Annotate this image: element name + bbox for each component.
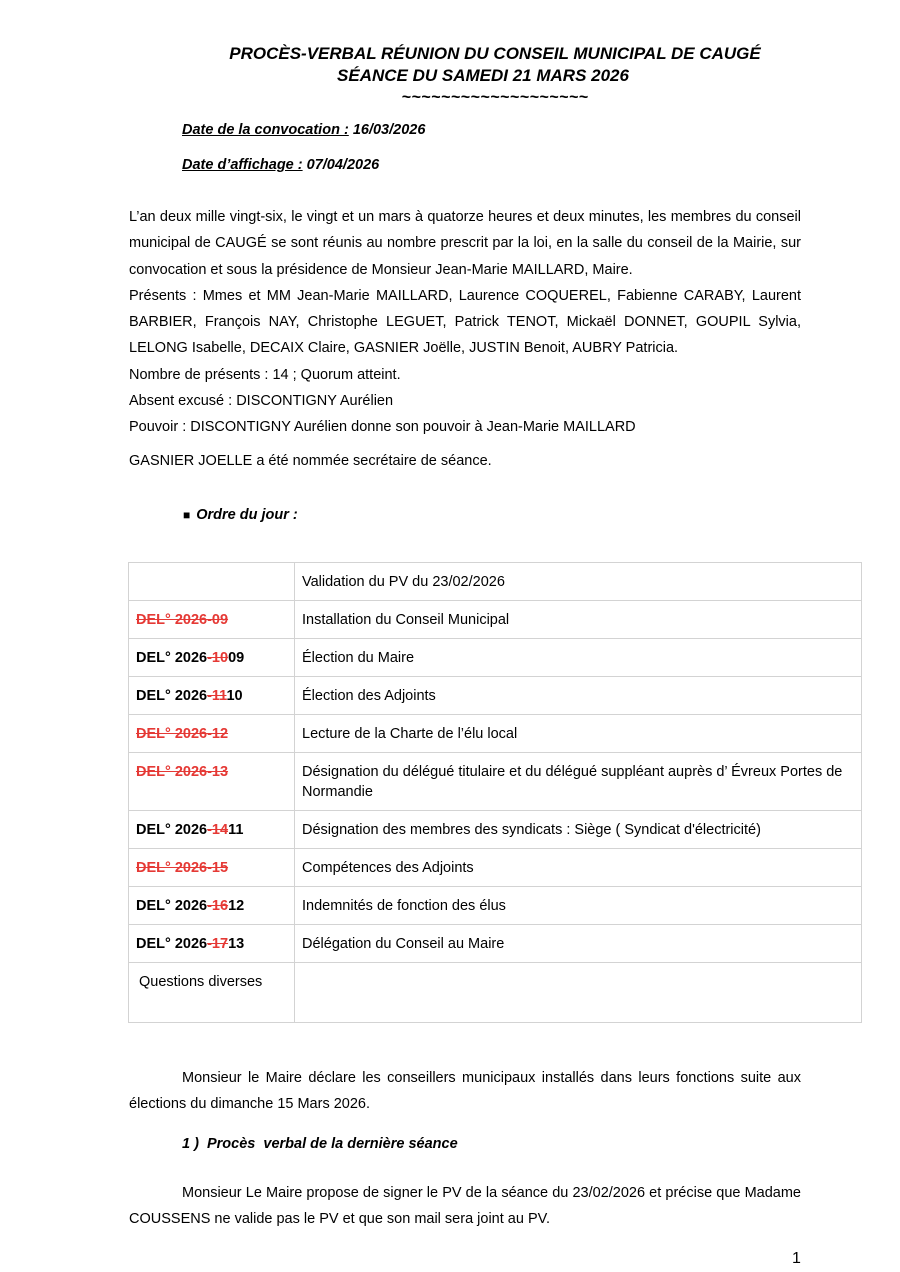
proxy-line: Pouvoir : DISCONTIGNY Aurélien donne son pouvoir à Jean-Marie MAILLARD xyxy=(129,419,636,436)
table-row xyxy=(129,887,862,925)
table-row xyxy=(129,753,862,811)
struck-number: -11 xyxy=(207,688,227,704)
quorum-line: Nombre de présents : 14 ; Quorum atteint. xyxy=(129,366,401,383)
agenda-item-cell: Élection des Adjoints xyxy=(295,677,862,715)
excused-line: Absent excusé : DISCONTIGNY Aurélien xyxy=(129,393,394,410)
deliberation-number-cell xyxy=(129,925,295,963)
agenda-item-cell: Validation du PV du 23/02/2026 xyxy=(295,563,862,601)
deliberation-number-cell xyxy=(129,811,295,849)
deliberation-number-cell xyxy=(129,715,295,753)
affichage-date xyxy=(182,157,379,173)
pv-text: Monsieur Le Maire propose de signer le PV de la séance du 23/02/2026 et précise que Madame COUSSENS ne valide pas le PV et que son mail sera joint au PV. xyxy=(129,1185,801,1228)
convocation-date xyxy=(182,122,425,138)
agenda-item-cell: Compétences des Adjoints xyxy=(295,849,862,887)
agenda-item-cell: Élection du Maire xyxy=(295,639,862,677)
agenda-item-cell: Désignation du délégué titulaire et du délégué suppléant auprès d’ Évreux Portes de Normandie xyxy=(295,753,862,811)
deliberation-number-cell xyxy=(129,753,295,811)
session-title: SÉANCE DU SAMEDI 21 MARS 2026 xyxy=(337,66,629,85)
struck-number: DEL° 2026-09 xyxy=(136,612,229,628)
deliberation-number-cell xyxy=(129,563,295,601)
agenda-table-body xyxy=(129,563,862,963)
struck-number: -16 xyxy=(207,898,229,914)
convocation-value: 16/03/2026 xyxy=(348,122,426,138)
struck-number: DEL° 2026-13 xyxy=(136,764,229,780)
deliberation-number-cell xyxy=(129,677,295,715)
deliberation-prefix: DEL° 2026 xyxy=(136,822,208,838)
section-heading-1: 1 ) Procès verbal de la dernière séance xyxy=(182,1136,458,1152)
new-number: 13 xyxy=(228,936,245,952)
deliberation-number-cell xyxy=(129,887,295,925)
new-number: 11 xyxy=(228,822,244,838)
table-row xyxy=(129,715,862,753)
table-row-questions xyxy=(129,963,862,1023)
new-number: 10 xyxy=(226,688,243,704)
deliberation-number-cell xyxy=(129,849,295,887)
deliberation-prefix: DEL° 2026 xyxy=(136,936,208,952)
table-row xyxy=(129,677,862,715)
agenda-item-cell: Lecture de la Charte de l’élu local xyxy=(295,715,862,753)
struck-number: -10 xyxy=(207,650,229,666)
deliberation-number-cell xyxy=(129,601,295,639)
square-bullet-icon: ■ xyxy=(183,508,191,522)
table-row xyxy=(129,811,862,849)
affichage-label: Date d’affichage : xyxy=(182,157,303,173)
title-separator: ~~~~~~~~~~~~~~~~~~~ xyxy=(401,89,589,106)
struck-number: -14 xyxy=(207,822,229,838)
agenda-heading-label: Ordre du jour : xyxy=(196,507,298,523)
table-row xyxy=(129,639,862,677)
opening-paragraph: L’an deux mille vingt-six, le vingt et un mars à quatorze heures et deux minutes, les membres du conseil municipal de CAUGÉ se sont réunis au nombre prescrit par la loi, en la salle du conseil de la Mairie, sur convocation et sous la présidence de Monsieur Jean-Marie MAILLARD, Maire. xyxy=(129,209,801,278)
affichage-value: 07/04/2026 xyxy=(302,157,380,173)
page-number: 1 xyxy=(792,1250,801,1267)
agenda-item-cell: Indemnités de fonction des élus xyxy=(295,887,862,925)
questions-empty-cell xyxy=(295,963,862,1023)
secretary-line: GASNIER JOELLE a été nommée secrétaire de séance. xyxy=(129,453,492,469)
questions-cell: Questions diverses xyxy=(129,963,295,1023)
struck-number: -17 xyxy=(207,936,229,952)
pv-paragraph xyxy=(129,1180,801,1233)
presents-paragraph: Présents : Mmes et MM Jean-Marie MAILLARD, Laurence COQUEREL, Fabienne CARABY, Laurent BARBIER, François NAY, Christophe LEGUET, Patrick TENOT, Mickaël DONNET, GOUPIL Sylvia, LELONG Isabelle, DECAIX Claire, GASNIER Joëlle, JUSTIN Benoit, AUBRY Patricia. xyxy=(129,287,801,357)
agenda-table xyxy=(128,562,862,1023)
table-row xyxy=(129,925,862,963)
agenda-item-cell: Délégation du Conseil au Maire xyxy=(295,925,862,963)
new-number: 12 xyxy=(228,898,245,914)
deliberation-prefix: DEL° 2026 xyxy=(136,898,208,914)
agenda-item-cell: Installation du Conseil Municipal xyxy=(295,601,862,639)
new-number: 09 xyxy=(228,650,245,666)
deliberation-prefix: DEL° 2026 xyxy=(136,650,208,666)
installation-paragraph xyxy=(129,1065,801,1118)
convocation-label: Date de la convocation : xyxy=(182,122,349,138)
table-row xyxy=(129,849,862,887)
installation-text: Monsieur le Maire déclare les conseillers municipaux installés dans leurs fonctions suite aux élections du dimanche 15 Mars 2026. xyxy=(129,1070,801,1113)
table-row xyxy=(129,563,862,601)
struck-number: DEL° 2026-15 xyxy=(136,860,229,876)
table-row xyxy=(129,601,862,639)
agenda-heading xyxy=(183,507,298,523)
agenda-item-cell: Désignation des membres des syndicats : Siège ( Syndicat d'électricité) xyxy=(295,811,862,849)
attendance-section xyxy=(129,204,801,441)
deliberation-prefix: DEL° 2026 xyxy=(136,688,208,704)
document-title: PROCÈS-VERBAL RÉUNION DU CONSEIL MUNICIPAL DE CAUGÉ xyxy=(229,44,761,63)
deliberation-number-cell xyxy=(129,639,295,677)
struck-number: DEL° 2026-12 xyxy=(136,726,229,742)
